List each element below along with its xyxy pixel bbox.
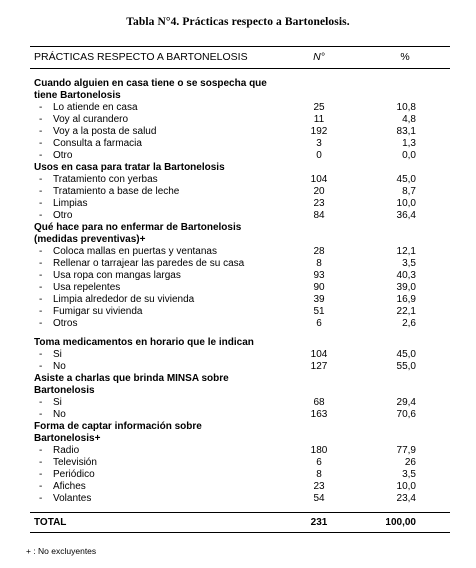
practice-group bbox=[34, 421, 450, 505]
row-bullet: - bbox=[39, 210, 43, 221]
row-label-text: Afiches bbox=[53, 481, 86, 492]
top-rule bbox=[30, 46, 450, 47]
row-label bbox=[39, 349, 62, 361]
row-bullet: - bbox=[39, 198, 43, 209]
row-pct: 2,6 bbox=[402, 318, 416, 329]
row-pct: 10,0 bbox=[396, 198, 416, 209]
row-n: 104 bbox=[310, 174, 328, 185]
row-label bbox=[39, 102, 138, 114]
row-bullet: - bbox=[39, 102, 43, 113]
row-bullet: - bbox=[39, 138, 43, 149]
table-row bbox=[34, 186, 450, 198]
table-row bbox=[34, 138, 450, 150]
row-n: 23 bbox=[313, 198, 325, 209]
table-row bbox=[34, 270, 450, 282]
row-label-text: Limpia alrededor de su vivienda bbox=[53, 294, 195, 305]
row-bullet: - bbox=[39, 445, 43, 456]
row-label bbox=[39, 294, 194, 306]
practice-group bbox=[34, 78, 450, 162]
row-label-text: No bbox=[53, 361, 66, 372]
row-bullet: - bbox=[39, 126, 43, 137]
table-row bbox=[34, 258, 450, 270]
row-n: 6 bbox=[316, 318, 322, 329]
row-label-text: Televisión bbox=[53, 457, 97, 468]
row-n: 104 bbox=[310, 349, 328, 360]
table-row bbox=[34, 102, 450, 114]
table-row bbox=[34, 349, 450, 361]
total-label: TOTAL bbox=[34, 517, 67, 528]
row-label bbox=[39, 186, 179, 198]
group-title: Forma de captar información sobre bbox=[34, 421, 202, 432]
row-label-text: Usa ropa con mangas largas bbox=[53, 270, 181, 281]
row-pct: 40,3 bbox=[396, 270, 416, 281]
row-pct: 10,0 bbox=[396, 481, 416, 492]
table-row bbox=[34, 445, 450, 457]
row-label-text: Rellenar o tarrajear las paredes de su casa bbox=[53, 258, 245, 269]
row-pct: 4,8 bbox=[402, 114, 416, 125]
row-bullet: - bbox=[39, 493, 43, 504]
row-bullet: - bbox=[39, 481, 43, 492]
table-title: Tabla N°4. Prácticas respecto a Bartonelosis. bbox=[126, 16, 350, 28]
table-row bbox=[34, 246, 450, 258]
row-label-text: Periódico bbox=[53, 469, 95, 480]
row-pct: 29,4 bbox=[396, 397, 416, 408]
row-label bbox=[39, 126, 156, 138]
row-label-text: Limpias bbox=[53, 198, 88, 209]
header-n: N° bbox=[313, 51, 325, 63]
row-n: 8 bbox=[316, 258, 322, 269]
row-label bbox=[39, 445, 79, 457]
group-title: (medidas preventivas)+ bbox=[34, 234, 146, 245]
row-label-text: Si bbox=[53, 397, 62, 408]
row-bullet: - bbox=[39, 306, 43, 317]
table-row bbox=[34, 210, 450, 222]
row-n: 8 bbox=[316, 469, 322, 480]
row-pct: 77,9 bbox=[396, 445, 416, 456]
row-n: 163 bbox=[310, 409, 328, 420]
row-pct: 36,4 bbox=[396, 210, 416, 221]
header-label: PRÁCTICAS RESPECTO A BARTONELOSIS bbox=[34, 51, 248, 63]
row-pct: 26 bbox=[404, 457, 416, 468]
row-n: 192 bbox=[310, 126, 328, 137]
row-label bbox=[39, 397, 62, 409]
group-title: Bartonelosis+ bbox=[34, 433, 101, 444]
total-row bbox=[34, 517, 450, 529]
table-row bbox=[34, 126, 450, 138]
group-title: Bartonelosis bbox=[34, 385, 95, 396]
table-row bbox=[34, 361, 450, 373]
row-label-text: No bbox=[53, 409, 66, 420]
row-bullet: - bbox=[39, 409, 43, 420]
total-pct: 100,00 bbox=[385, 517, 416, 528]
row-label-text: Otro bbox=[53, 150, 73, 161]
row-label-text: Voy al curandero bbox=[53, 114, 129, 125]
row-pct: 10,8 bbox=[396, 102, 416, 113]
total-bottom-rule bbox=[30, 532, 450, 533]
table-row bbox=[34, 294, 450, 306]
row-bullet: - bbox=[39, 318, 43, 329]
row-label bbox=[39, 150, 72, 162]
total-n: 231 bbox=[310, 517, 328, 528]
row-pct: 23,4 bbox=[396, 493, 416, 504]
row-pct: 8,7 bbox=[402, 186, 416, 197]
table-row bbox=[34, 306, 450, 318]
row-n: 0 bbox=[316, 150, 322, 161]
practice-group bbox=[34, 162, 450, 222]
table-row bbox=[34, 114, 450, 126]
table-row bbox=[34, 174, 450, 186]
row-bullet: - bbox=[39, 397, 43, 408]
row-bullet: - bbox=[39, 246, 43, 257]
row-n: 90 bbox=[313, 282, 325, 293]
row-bullet: - bbox=[39, 361, 43, 372]
row-n: 11 bbox=[313, 114, 325, 125]
table-row bbox=[34, 198, 450, 210]
total-top-rule bbox=[30, 512, 450, 513]
table-row bbox=[34, 469, 450, 481]
row-label-text: Tratamiento a base de leche bbox=[53, 186, 180, 197]
row-label-text: Si bbox=[53, 349, 62, 360]
header-pct: % bbox=[400, 51, 410, 63]
row-n: 93 bbox=[313, 270, 325, 281]
row-label-text: Lo atiende en casa bbox=[53, 102, 138, 113]
row-n: 3 bbox=[316, 138, 322, 149]
row-label bbox=[39, 174, 158, 186]
row-pct: 39,0 bbox=[396, 282, 416, 293]
table-row bbox=[34, 481, 450, 493]
row-label-text: Usa repelentes bbox=[53, 282, 121, 293]
table-body bbox=[34, 78, 450, 505]
row-bullet: - bbox=[39, 186, 43, 197]
table-row bbox=[34, 397, 450, 409]
row-label bbox=[39, 409, 66, 421]
table-row bbox=[34, 150, 450, 162]
row-label bbox=[39, 481, 86, 493]
row-label bbox=[39, 457, 97, 469]
group-title: Toma medicamentos en horario que le indican bbox=[34, 337, 254, 348]
row-pct: 1,3 bbox=[402, 138, 416, 149]
row-label bbox=[39, 318, 77, 330]
row-n: 127 bbox=[310, 361, 328, 372]
row-pct: 45,0 bbox=[396, 349, 416, 360]
row-label bbox=[39, 361, 66, 373]
table-row bbox=[34, 409, 450, 421]
row-label bbox=[39, 493, 91, 505]
row-bullet: - bbox=[39, 457, 43, 468]
row-n: 54 bbox=[313, 493, 325, 504]
practice-group bbox=[34, 337, 450, 373]
row-label bbox=[39, 210, 72, 222]
row-pct: 3,5 bbox=[402, 258, 416, 269]
row-n: 180 bbox=[310, 445, 328, 456]
row-bullet: - bbox=[39, 114, 43, 125]
row-pct: 16,9 bbox=[396, 294, 416, 305]
row-pct: 12,1 bbox=[396, 246, 416, 257]
row-pct: 22,1 bbox=[396, 306, 416, 317]
row-n: 20 bbox=[313, 186, 325, 197]
row-n: 84 bbox=[313, 210, 325, 221]
row-n: 39 bbox=[313, 294, 325, 305]
row-label bbox=[39, 138, 142, 150]
row-bullet: - bbox=[39, 150, 43, 161]
row-label-text: Volantes bbox=[53, 493, 92, 504]
row-bullet: - bbox=[39, 174, 43, 185]
row-label-text: Tratamiento con yerbas bbox=[53, 174, 158, 185]
row-n: 25 bbox=[313, 102, 325, 113]
row-label-text: Fumigar su vivienda bbox=[53, 306, 143, 317]
group-title: Qué hace para no enfermar de Bartonelosis bbox=[34, 222, 242, 233]
row-bullet: - bbox=[39, 349, 43, 360]
row-label-text: Coloca mallas en puertas y ventanas bbox=[53, 246, 217, 257]
row-bullet: - bbox=[39, 282, 43, 293]
footnote: + : No excluyentes bbox=[26, 546, 97, 556]
row-bullet: - bbox=[39, 469, 43, 480]
row-label bbox=[39, 469, 95, 481]
row-pct: 3,5 bbox=[402, 469, 416, 480]
row-label bbox=[39, 258, 244, 270]
row-label bbox=[39, 282, 120, 294]
group-title: Asiste a charlas que brinda MINSA sobre bbox=[34, 373, 229, 384]
row-label bbox=[39, 246, 217, 258]
row-pct: 55,0 bbox=[396, 361, 416, 372]
row-pct: 0,0 bbox=[402, 150, 416, 161]
row-pct: 70,6 bbox=[396, 409, 416, 420]
row-label bbox=[39, 306, 142, 318]
row-label bbox=[39, 198, 87, 210]
row-n: 6 bbox=[316, 457, 322, 468]
row-label bbox=[39, 114, 128, 126]
row-label-text: Otros bbox=[53, 318, 78, 329]
group-spacer bbox=[34, 330, 450, 337]
header-rule bbox=[30, 68, 450, 69]
row-label-text: Otro bbox=[53, 210, 73, 221]
practice-group bbox=[34, 222, 450, 330]
row-label bbox=[39, 270, 181, 282]
row-n: 23 bbox=[313, 481, 325, 492]
row-label-text: Voy a la posta de salud bbox=[53, 126, 157, 137]
table-row bbox=[34, 493, 450, 505]
row-n: 28 bbox=[313, 246, 325, 257]
row-label-text: Radio bbox=[53, 445, 80, 456]
row-bullet: - bbox=[39, 258, 43, 269]
row-bullet: - bbox=[39, 294, 43, 305]
row-n: 51 bbox=[313, 306, 325, 317]
row-n: 68 bbox=[313, 397, 325, 408]
group-title: Cuando alguien en casa tiene o se sospecha que bbox=[34, 78, 267, 89]
group-title: Usos en casa para tratar la Bartonelosis bbox=[34, 162, 225, 173]
group-title: tiene Bartonelosis bbox=[34, 90, 121, 101]
row-bullet: - bbox=[39, 270, 43, 281]
practice-group bbox=[34, 373, 450, 421]
row-label-text: Consulta a farmacia bbox=[53, 138, 142, 149]
table-row bbox=[34, 457, 450, 469]
table-row bbox=[34, 282, 450, 294]
table-row bbox=[34, 318, 450, 330]
row-pct: 83,1 bbox=[396, 126, 416, 137]
row-pct: 45,0 bbox=[396, 174, 416, 185]
